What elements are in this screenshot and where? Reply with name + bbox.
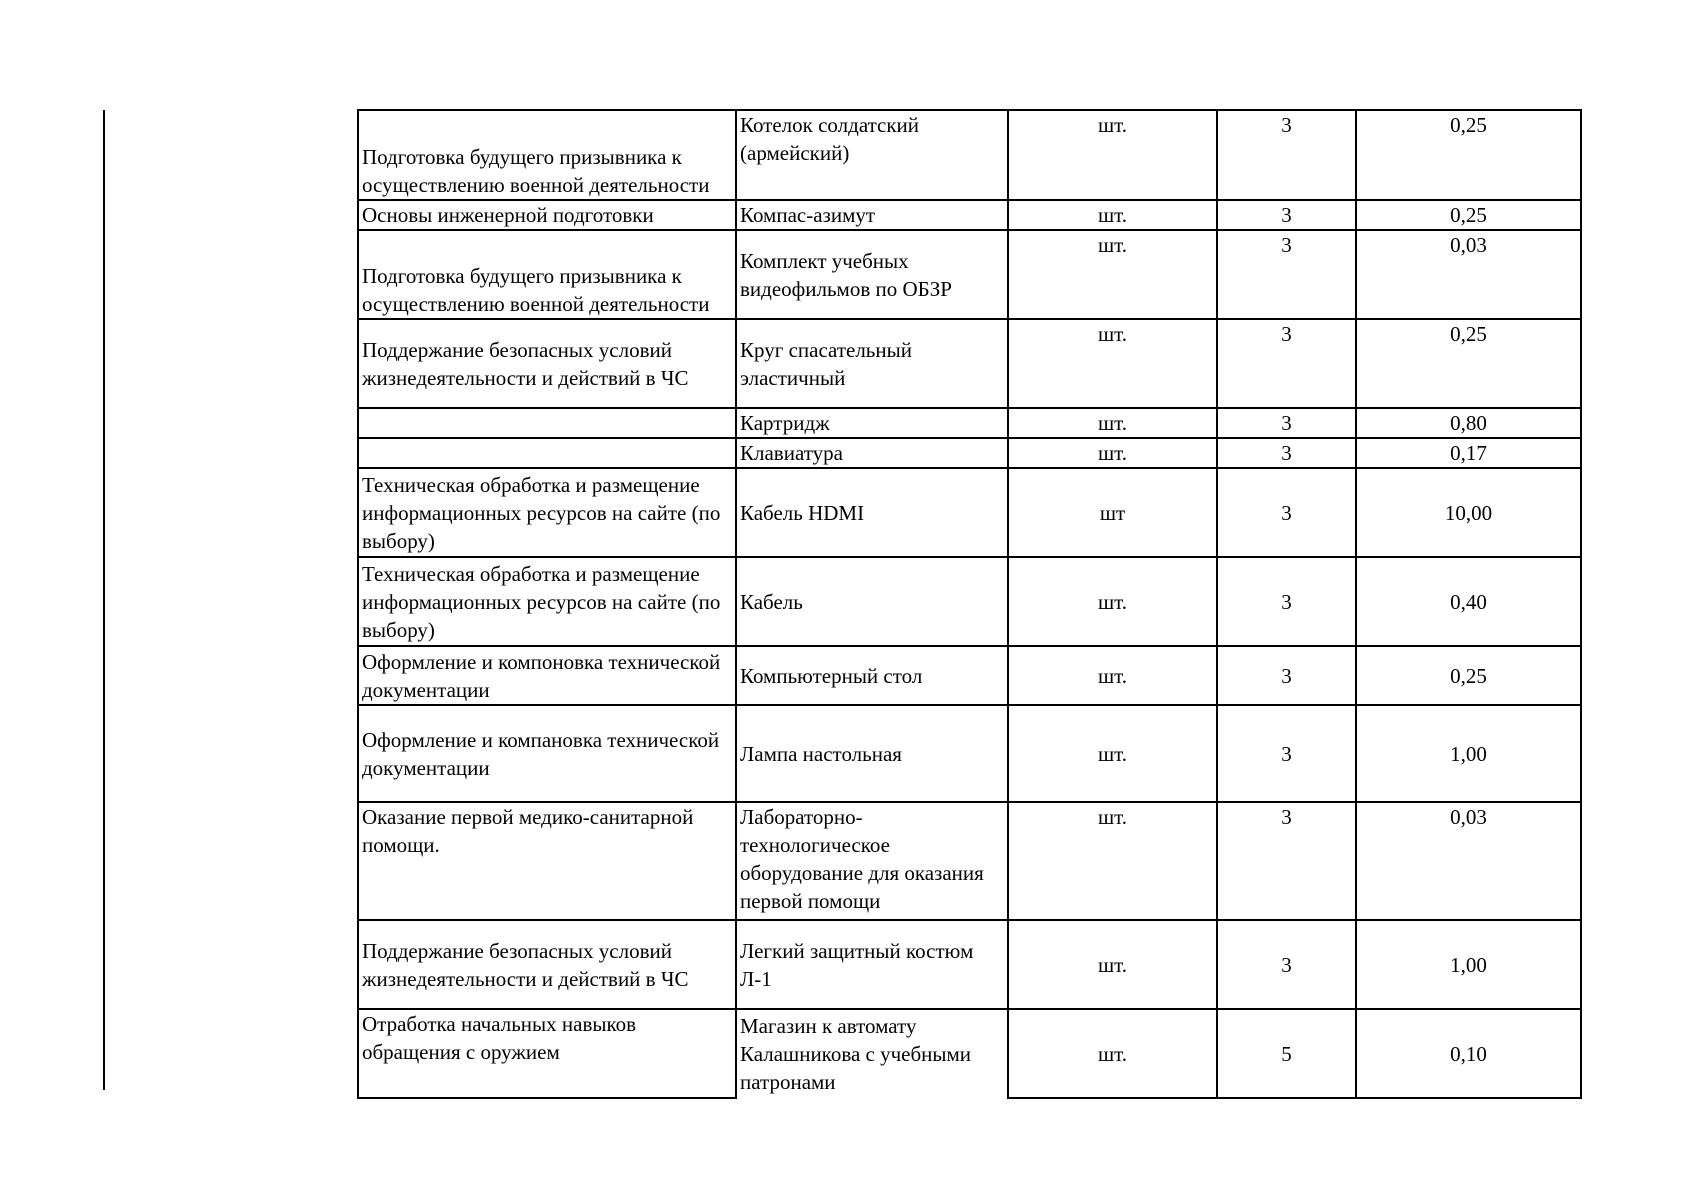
discipline-cell: Отработка начальных навыков обращения с оружием [358,1009,736,1098]
qty-cell: 3 [1217,319,1356,408]
unit-cell: шт. [1008,1009,1217,1098]
value-cell: 0,17 [1356,438,1581,468]
qty-cell: 3 [1217,557,1356,646]
item-cell: Легкий защитный костюм Л-1 [736,920,1008,1009]
table-row [358,646,1581,705]
item-cell: Картридж [736,408,1008,438]
discipline-cell: Подготовка будущего призывника к осуществлению военной деятельности [358,110,736,200]
qty-cell: 3 [1217,802,1356,920]
item-cell: Кабель [736,557,1008,646]
qty-cell: 3 [1217,110,1356,200]
item-cell: Круг спасательный эластичный [736,319,1008,408]
unit-cell: шт. [1008,646,1217,705]
unit-cell: шт [1008,468,1217,557]
discipline-cell: Оформление и компоновка технической документации [358,646,736,705]
table-row [358,230,1581,319]
value-cell: 0,40 [1356,557,1581,646]
table-row [358,110,1581,200]
item-cell: Комплект учебных видеофильмов по ОБЗР [736,230,1008,319]
discipline-cell [358,438,736,468]
discipline-cell: Оформление и компановка технической документации [358,705,736,802]
item-cell: Клавиатура [736,438,1008,468]
value-cell: 0,25 [1356,200,1581,230]
value-cell: 0,80 [1356,408,1581,438]
value-cell: 0,03 [1356,802,1581,920]
unit-cell: шт. [1008,230,1217,319]
discipline-cell: Оказание первой медико-санитарной помощи. [358,802,736,920]
unit-cell: шт. [1008,802,1217,920]
table-row [358,319,1581,408]
unit-cell: шт. [1008,438,1217,468]
discipline-cell: Поддержание безопасных условий жизнедеятельности и действий в ЧС [358,319,736,408]
discipline-cell [358,408,736,438]
unit-cell: шт. [1008,110,1217,200]
item-cell: Лабораторно-технологическое оборудование для оказания первой помощи [736,802,1008,920]
unit-cell: шт. [1008,557,1217,646]
value-cell: 10,00 [1356,468,1581,557]
item-cell: Котелок солдатский (армейский) [736,110,1008,200]
table-row [358,468,1581,557]
discipline-cell: Основы инженерной подготовки [358,200,736,230]
table-row [358,557,1581,646]
discipline-cell: Техническая обработка и размещение информационных ресурсов на сайте (по выбору) [358,557,736,646]
qty-cell: 3 [1217,920,1356,1009]
value-cell: 0,25 [1356,646,1581,705]
qty-cell: 3 [1217,705,1356,802]
value-cell: 0,10 [1356,1009,1581,1098]
table-row [358,802,1581,920]
qty-cell: 3 [1217,408,1356,438]
item-cell: Компас-азимут [736,200,1008,230]
table-row [358,200,1581,230]
unit-cell: шт. [1008,408,1217,438]
value-cell: 0,25 [1356,319,1581,408]
table-row [358,1009,1581,1098]
qty-cell: 5 [1217,1009,1356,1098]
unit-cell: шт. [1008,200,1217,230]
qty-cell: 3 [1217,468,1356,557]
value-cell: 0,03 [1356,230,1581,319]
table-row [358,705,1581,802]
value-cell: 1,00 [1356,920,1581,1009]
qty-cell: 3 [1217,230,1356,319]
equipment-table [357,109,1582,1099]
discipline-cell: Техническая обработка и размещение информационных ресурсов на сайте (по выбору) [358,468,736,557]
value-cell: 1,00 [1356,705,1581,802]
discipline-cell: Поддержание безопасных условий жизнедеятельности и действий в ЧС [358,920,736,1009]
table-row [358,438,1581,468]
qty-cell: 3 [1217,646,1356,705]
margin-rule [103,110,105,1090]
unit-cell: шт. [1008,705,1217,802]
unit-cell: шт. [1008,319,1217,408]
value-cell: 0,25 [1356,110,1581,200]
item-cell: Лампа настольная [736,705,1008,802]
qty-cell: 3 [1217,200,1356,230]
item-cell: Кабель HDMI [736,468,1008,557]
item-cell: Компьютерный стол [736,646,1008,705]
item-cell: Магазин к автомату Калашникова с учебными патронами [736,1009,1008,1098]
unit-cell: шт. [1008,920,1217,1009]
table-row [358,920,1581,1009]
discipline-cell: Подготовка будущего призывника к осуществлению военной деятельности [358,230,736,319]
qty-cell: 3 [1217,438,1356,468]
table-row [358,408,1581,438]
